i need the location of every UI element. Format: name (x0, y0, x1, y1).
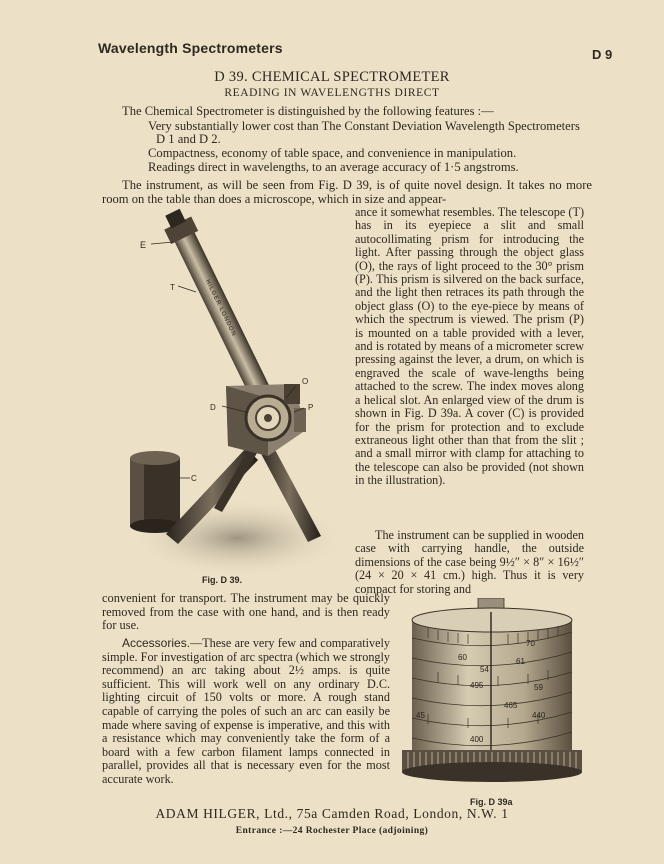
figure-d39-caption: Fig. D 39. (202, 575, 243, 585)
label-o: O (302, 377, 309, 386)
page-number: D 9 (592, 47, 613, 62)
scale-number: 45 (416, 711, 425, 720)
figure-d39a-caption: Fig. D 39a (470, 797, 513, 807)
feature-item: Very substantially lower cost than The Constant Deviation Wavelength Spectrometers D 1 and D 2. (148, 119, 580, 146)
telescope-lettering: HILGER LONDON (203, 278, 237, 338)
intro-paragraph: The Chemical Spectrometer is distinguished by the following features :— (122, 104, 494, 118)
accessories-text: —These are very few and comparatively simple. For investigation of arc spectra (which we strongly recommend) an arc taking about 2½ amps. is quite sufficient. This will work well on any ordinary D.C. lighting circuit of 150 volts or more. A rough stand capable of carrying the poles of such an arc can easily be made where saving of expense is imperative, and this with a resistance which may conveniently take the form of a board with a few carbon filament lamps connected in parallel, provides all that is necessary even for the most accurate work. (102, 636, 390, 786)
spectrometer-illustration (118, 208, 348, 580)
section-title: D 39. CHEMICAL SPECTROMETER (214, 69, 450, 85)
scale-number: 70 (526, 639, 535, 648)
drum-body (412, 620, 572, 758)
scale-number: 59 (534, 683, 543, 692)
scale-number: 440 (532, 711, 546, 720)
telescope-tube (159, 208, 277, 406)
feature-item: Readings direct in wavelengths, to an average accuracy of 1·5 angstroms. (148, 160, 519, 174)
features-list (148, 120, 588, 175)
prism-table-head (226, 384, 306, 456)
label-e: E (140, 240, 147, 250)
footer-entrance: Entrance :—24 Rochester Place (adjoining) (235, 826, 429, 836)
description-paragraph-wrap: ance it somewhat resembles. The telescope (T) has in its eyepiece a slit and small autocollimating prism for introducing the light. After passing through the object glass (O), the rays of light proceed to the 30° prism (P). This prism is silvered on the back surface, and the light then retraces its path through the object glass (O) to the eye-piece by means of which the spectrum is viewed. The prism (P) is mounted on a table provided with a lever, and is rotated by means of a micrometer screw pressing against the lever, a drum, on which is engraved the scale of wave-lengths being attached to the screw. The index moves along a helical slot. An enlarged view of the drum is shown in Fig. D 39a. A cover (C) is provided for the prism for protection and to exclude extraneous light other than that from the slit ; and a small mirror with clamp for attaching to the telescope can also be provided (not shown in the illustration). (355, 205, 584, 488)
accessories-paragraph (102, 637, 390, 787)
feature-item: Compactness, economy of table space, and convenience in manipulation. (148, 146, 517, 160)
prism-cover (130, 451, 180, 533)
scale-number: 60 (458, 653, 467, 662)
description-paragraph-full: The instrument, as will be seen from Fig. D 39, is of quite novel design. It takes no more room on the table than does a microscope, which in size and appear- (102, 178, 592, 206)
scale-number: 61 (516, 657, 525, 666)
scale-number: 495 (470, 681, 484, 690)
scale-number: 54 (480, 665, 489, 674)
drum-illustration (398, 598, 586, 794)
footer-company: ADAM HILGER, Ltd., 75a Camden Road, London, N.W. 1 (155, 806, 509, 821)
accessories-heading: Accessories. (122, 636, 191, 650)
section-subtitle: READING IN WAVELENGTHS DIRECT (224, 87, 440, 99)
label-p: P (308, 403, 314, 412)
case-paragraph-wrap: The instrument can be supplied in wooden case with carrying handle, the outside dimensions of the case being 9½″ × 8″ × 16½″ (24 × 20 × 41 cm.) high. Thus it is very compact for storing and (355, 528, 584, 596)
scale-number: 400 (470, 735, 484, 744)
label-d: D (210, 403, 216, 412)
drum-bottom (402, 762, 582, 782)
running-head: Wavelength Spectrometers (98, 40, 283, 56)
label-c: C (191, 474, 197, 483)
case-paragraph-full: convenient for transport. The instrument may be quickly removed from the case with one hand, and is then ready for use. (102, 591, 390, 633)
scale-number: 465 (504, 701, 518, 710)
label-t: T (170, 283, 175, 292)
